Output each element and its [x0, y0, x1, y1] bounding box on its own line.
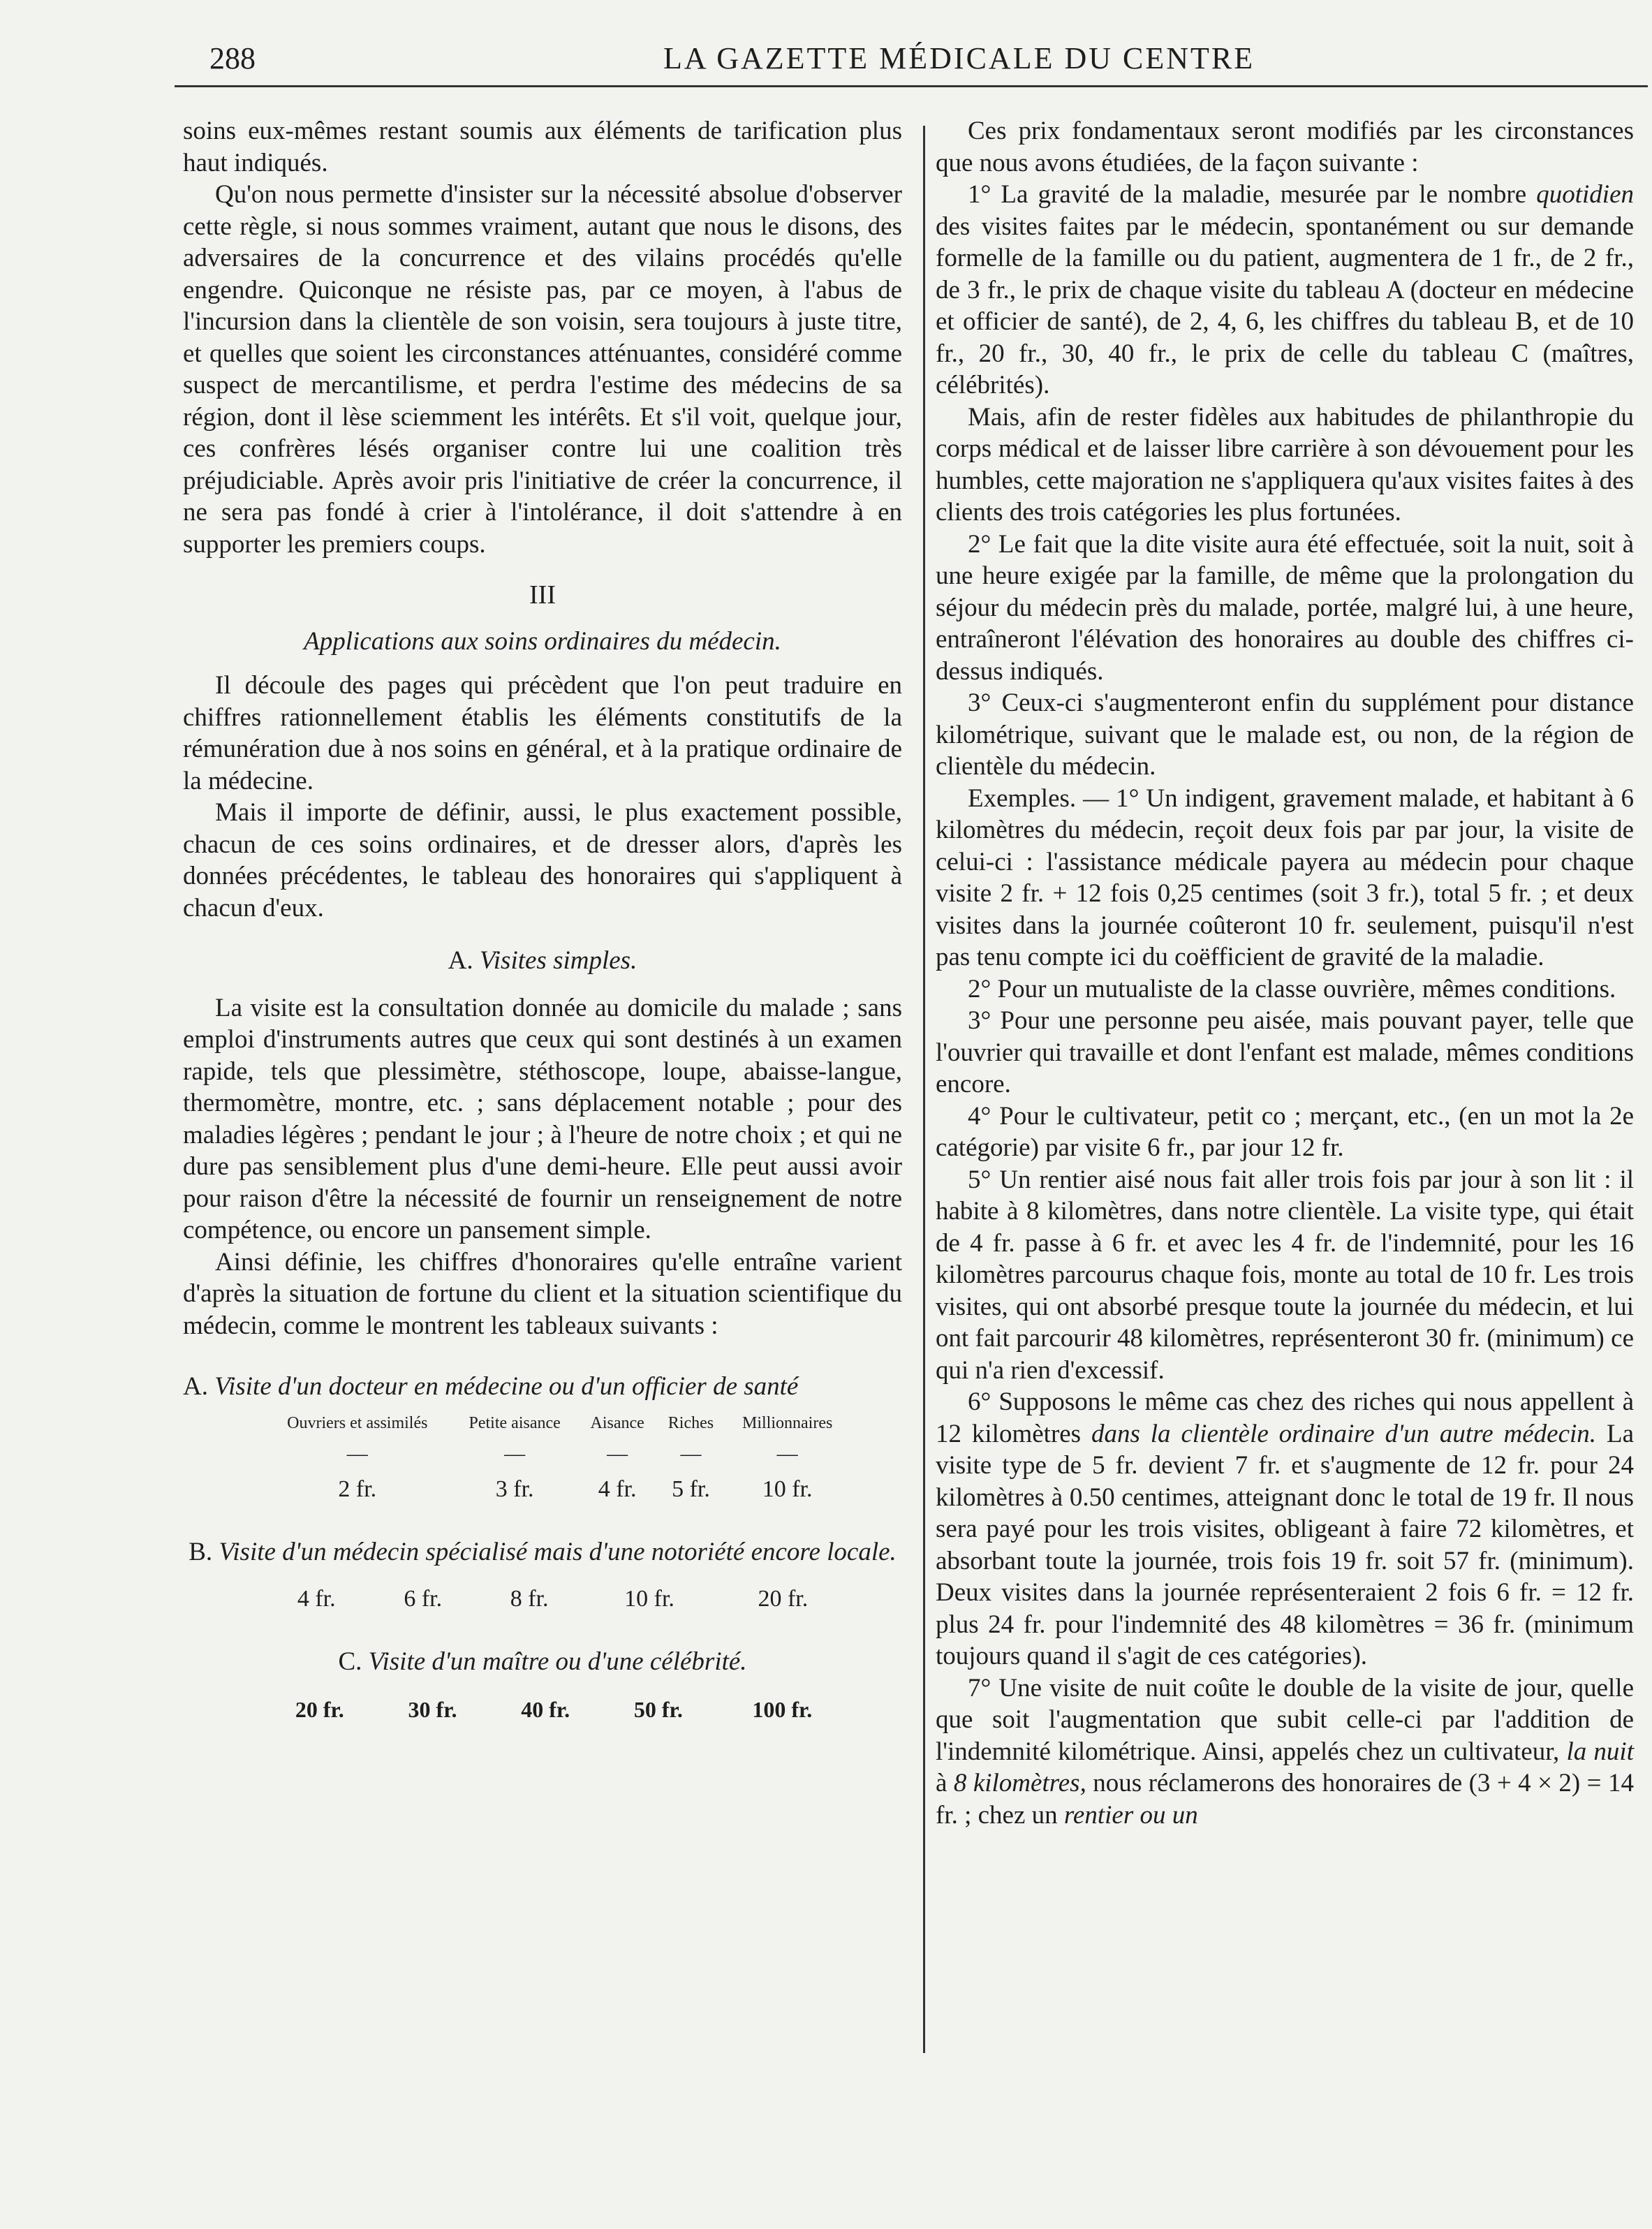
paragraph: [936, 179, 1634, 402]
paragraph: soins eux-mêmes restant soumis aux éléments de tarification plus haut indiqués.: [183, 117, 902, 177]
paragraph: Ces prix fondamentaux seront modifiés par les circonstances que nous avons étudiées, de la façon suivante :: [936, 117, 1634, 177]
left-column: [183, 115, 902, 1731]
paragraph: 2° Le fait que la dite visite aura été effectuée, soit la nuit, soit à une heure exigée par la famille, de même que la prolongation du séjour du médecin près du malade, portée, malgré lui, à une heure, entraîneront l'élévation des honoraires au double des chiffres ci-dessus indiqués.: [936, 529, 1634, 686]
table-c-title: Visite d'un maître ou d'une célébrité.: [368, 1647, 747, 1676]
paragraph: Mais il importe de définir, aussi, le plus exactement possible, chacun de ces soins ordinaires, et de dresser alors, d'après les données précédentes, le tableau des honoraires qui s'appliquent à chacun d'eux.: [183, 798, 902, 922]
fee-table-c: [263, 1688, 850, 1731]
page-number: 288: [209, 41, 256, 75]
paragraph: Exemples. — 1° Un indigent, gravement malade, et habitant à 6 kilomètres du médecin, reçoit deux fois par par jour, la visite de celui-ci : l'assistance médicale payera au médecin pour chaque visite 2 fr. + 12 fois 0,25 centimes (soit 3 fr.), total 5 fr. ; et deux visites dans la journée coûteront 10 fr. seulement, puisqu'il n'est pas tenu compte ici du coëfficient de gravité de la maladie.: [936, 784, 1634, 971]
table-cell: 2 fr.: [338, 1476, 377, 1502]
paragraph: Qu'on nous permette d'insister sur la nécessité absolue d'observer cette règle, si nous sommes vraiment, autant que nous le disons, des adversaires de la concurrence et des vilains procédés qu'elle engendre. Quiconque ne résiste pas, par ce moyen, à l'abus de l'incursion dans la clientèle de son voisin, sera toujours à juste titre, et quelles que soient les circonstances atténuantes, considéré comme suspect de mercantilisme, et perdra l'estime des médecins de sa région, dont il lèse sciemment les intérêts. Et s'il voit, quelque jour, ces confrères lésés organiser contre lui une coalition très préjudiciable. Après avoir pris l'initiative de créer la concurrence, il ne sera pas fondé à crier à l'intolérance, il doit s'attendre à en supporter les premiers coups.: [183, 180, 902, 559]
column-header: Aisance: [590, 1413, 644, 1432]
table-cell: 4 fr.: [598, 1476, 637, 1502]
text-run: 1° La gravité de la maladie, mesurée par le nombre: [968, 180, 1537, 209]
fee-table-a: [263, 1414, 850, 1511]
paragraph: [936, 1672, 1634, 1832]
table-cell: 40 fr.: [521, 1696, 570, 1722]
table-row: [263, 1688, 850, 1731]
dash: —: [346, 1441, 368, 1465]
subsection-title: Visites simples.: [479, 946, 637, 975]
paragraph: 2° Pour un mutualiste de la classe ouvrière, mêmes conditions.: [968, 974, 1616, 1003]
table-b-caption: [183, 1536, 902, 1568]
column-header: Ouvriers et assimilés: [287, 1413, 428, 1432]
emphasis: dans la clientèle ordinaire d'un autre médecin.: [1091, 1419, 1597, 1448]
table-header-row: [263, 1414, 850, 1433]
table-cell: 6 fr.: [404, 1586, 443, 1612]
header-rule: [175, 85, 1648, 87]
column-divider: [923, 126, 925, 2053]
fee-table-b: [263, 1577, 850, 1621]
table-cell: 50 fr.: [633, 1696, 683, 1722]
paragraph: Mais, afin de rester fidèles aux habitudes de philanthropie du corps médical et de laisser libre carrière à son dévouement pour les humbles, cette majoration ne s'appliquera qu'aux visites faites à des clients des trois catégories les plus fortunées.: [936, 402, 1634, 527]
table-cell: 4 fr.: [297, 1586, 336, 1612]
paragraph: 3° Ceux-ci s'augmenteront enfin du supplément pour distance kilométrique, suivant que le malade est, ou non, de la région de clientèle du médecin.: [936, 689, 1634, 781]
paragraph: La visite est la consultation donnée au domicile du malade ; sans emploi d'instruments autres que ceux qui sont destinés à un examen rapide, tels que plessimètre, stéthoscope, loupe, abaisse-langue, thermomètre, montre, etc. ; sans déplacement notable ; pour des maladies légères ; pendant le jour ; à l'heure de notre choix ; et qui ne dure pas sensiblement plus d'une demi-heure. Elle peut aussi avoir pour raison d'être la nécessité de fournir un renseignement de notre compétence, ou encore un pansement simple.: [183, 993, 902, 1244]
emphasis: la nuit: [1566, 1737, 1634, 1766]
text-run: 6° Supposons le même cas chez des riches qui nous appellent à 12 kilomètres: [936, 1388, 1634, 1448]
page-header: [209, 41, 1648, 82]
emphasis: rentier ou un: [1063, 1800, 1198, 1830]
table-cell: 20 fr.: [295, 1696, 344, 1722]
paragraph: 4° Pour le cultivateur, petit co ; merçant, etc., (en un mot la 2e catégorie) par visite 6 fr., par jour 12 fr.: [936, 1101, 1634, 1162]
table-b-title: Visite d'un médecin spécialisé mais d'une notoriété encore locale.: [219, 1537, 897, 1566]
column-header: Riches: [668, 1413, 714, 1432]
section-title: Applications aux soins ordinaires du médecin.: [304, 626, 781, 656]
table-row: [263, 1577, 850, 1621]
dash: —: [607, 1441, 628, 1465]
table-cell: 10 fr.: [762, 1476, 813, 1502]
right-column: [936, 115, 1634, 1831]
emphasis: quotidien: [1536, 180, 1634, 209]
text-run: à: [936, 1769, 954, 1797]
table-cell: 8 fr.: [510, 1586, 549, 1612]
table-cell: 30 fr.: [408, 1696, 457, 1722]
column-header: Millionnaires: [742, 1413, 833, 1432]
subsection-letter: A.: [448, 946, 473, 975]
paragraph: Il découle des pages qui précèdent que l'on peut traduire en chiffres rationnellement établis les éléments constitutifs de la rémunération due à nos soins en général, et à la pratique ordinaire de la médecine.: [183, 671, 902, 795]
table-a-title: Visite d'un docteur en médecine ou d'un officier de santé: [214, 1372, 799, 1401]
section-number: III: [529, 580, 556, 610]
paragraph: [936, 1386, 1634, 1672]
column-header: Petite aisance: [469, 1413, 561, 1432]
text-run: nous réclamerons des honoraires de (3 + 4 × 2) = 14 fr. ; chez un: [936, 1769, 1634, 1830]
table-cell: 20 fr.: [758, 1586, 809, 1612]
table-cell: 5 fr.: [672, 1476, 710, 1502]
subsection-heading: [183, 945, 902, 977]
table-row: [263, 1468, 850, 1511]
table-a-letter: A.: [183, 1372, 208, 1401]
dash: —: [776, 1441, 798, 1465]
text-run: 7° Une visite de nuit coûte le double de la visite de jour, quelle que soit l'augmentation que subit celle-ci par l'addition de l'indemnité kilométrique. Ainsi, appelés chez un cultivateur,: [936, 1673, 1634, 1766]
paragraph: 5° Un rentier aisé nous fait aller trois fois par jour à son lit : il habite à 8 kilomètres, dans notre clientèle. La visite type, qui était de 4 fr. passe à 6 fr. et avec les 4 fr. de l'indemnité, pour les 16 kilomètres parcourus chaque fois, monte au total de 10 fr. Les trois visites, qui ont absorbé presque toute la journée du médecin, et lui ont fait parcourir 48 kilomètres, représenteront 30 fr. (minimum) ce qui n'a rien d'excessif.: [936, 1165, 1634, 1385]
dash: —: [504, 1441, 526, 1465]
dash: —: [680, 1441, 702, 1465]
paragraph: 3° Pour une personne peu aisée, mais pouvant payer, telle que l'ouvrier qui travaille et dont l'enfant est malade, mêmes conditions encore.: [936, 1006, 1634, 1098]
paragraph: Ainsi définie, les chiffres d'honoraires qu'elle entraîne varient d'après la situation de fortune du client et la situation scientifique du médecin, comme le montrent les tableaux suivants :: [183, 1247, 902, 1340]
table-cell: 10 fr.: [624, 1586, 674, 1612]
table-row: [263, 1433, 850, 1468]
table-cell: 100 fr.: [752, 1696, 813, 1722]
table-c-letter: C.: [338, 1647, 362, 1676]
text-run: La visite type de 5 fr. devient 7 fr. et s'augmente de 12 fr. pour 24 kilomètres à 0.50 centimes, atteignant donc le total de 19 fr. Il nous sera payé pour les trois visites, obligeant à faire 72 kilomètres, et absorbant toute la journée, trois fois 19 fr. soit 57 fr. (minimum). Deux visites dans la journée représenteraient 2 fois 6 fr. = 12 fr. plus 24 fr. pour l'indemnité des 48 kilomètres = 36 fr. (minimum toujours quand il s'agit de ces catégories).: [936, 1419, 1634, 1670]
table-a-caption: [183, 1371, 902, 1403]
emphasis: 8 kilomètres,: [953, 1769, 1086, 1797]
running-title: LA GAZETTE MÉDICALE DU CENTRE: [663, 41, 1255, 75]
table-c-caption: [183, 1646, 902, 1678]
table-cell: 3 fr.: [495, 1476, 534, 1502]
table-b-letter: B.: [189, 1537, 213, 1566]
text-run: des visites faites par le médecin, spontanément ou sur demande formelle de la famille ou du patient, augmentera de 1 fr., de 2 fr., de 3 fr., le prix de chaque visite du tableau A (docteur en médecine et officier de santé), de 2, 4, 6, les chiffres du tableau B, et de 10 fr., 20 fr., 30, 40 fr., le prix de celle du tableau C (maîtres, célébrités).: [936, 212, 1634, 399]
